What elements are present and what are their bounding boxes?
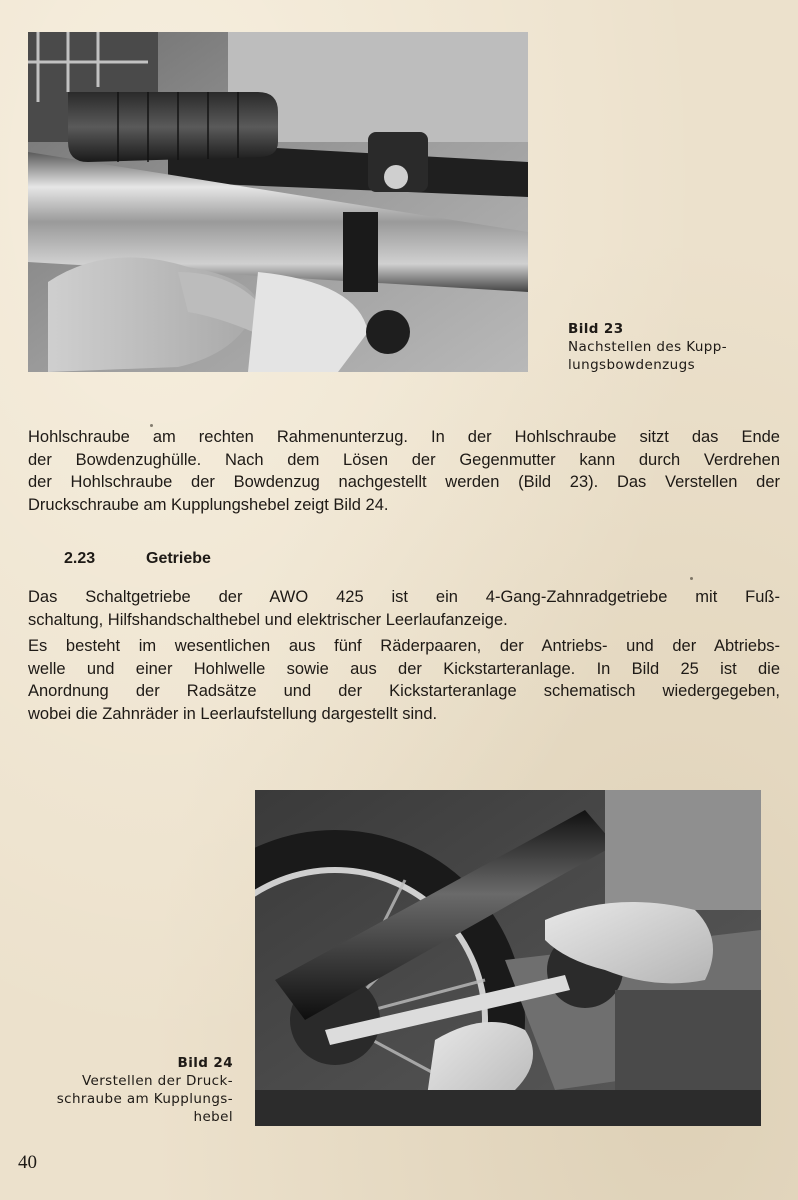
section-heading: [64, 550, 211, 568]
caption-bild-24: [30, 1054, 233, 1126]
text-line: welle und einer Hohlwelle sowie aus der Kickstarteranlage. In Bild 25 ist die: [28, 659, 780, 678]
figure-label: Bild 23: [568, 321, 624, 337]
caption-line: schraube am Kupplungs-: [56, 1091, 233, 1107]
photo-bild-23: [28, 32, 528, 372]
text-line: Druckschraube am Kupplungshebel zeigt Bild 24.: [28, 495, 389, 514]
text-line: der Hohlschraube der Bowdenzug nachgestellt werden (Bild 23). Das Verstellen der: [28, 473, 780, 492]
caption-line: hebel: [193, 1109, 233, 1125]
text-line: wobei die Zahnräder in Leerlaufstellung dargestellt sind.: [28, 704, 438, 723]
figure-label: Bild 24: [177, 1055, 233, 1071]
text-line: der Bowdenzughülle. Nach dem Lösen der Gegenmutter kann durch Verdrehen: [28, 450, 780, 469]
photo-bild-24-image: [255, 790, 761, 1126]
caption-line: Nachstellen des Kupp-: [568, 339, 727, 355]
section-number: 2.23: [64, 550, 96, 567]
text-line: Es besteht im wesentlichen aus fünf Räderpaaren, der Antriebs- und der Abtriebs-: [28, 637, 780, 655]
text-line: schaltung, Hilfshandschalthebel und elektrischer Leerlaufanzeige.: [28, 610, 508, 629]
photo-bild-23-image: [28, 32, 528, 372]
photo-bild-24: [255, 790, 761, 1126]
print-speck: [690, 577, 693, 580]
page-number: 40: [18, 1152, 37, 1173]
print-speck: [150, 424, 153, 427]
caption-line: Verstellen der Druck-: [81, 1073, 233, 1089]
paragraph-bowdenzug: [28, 426, 780, 516]
paragraph-schaltgetriebe: [28, 586, 780, 631]
text-line: Hohlschraube am rechten Rahmenunterzug. In der Hohlschraube sitzt das Ende: [28, 428, 780, 446]
paragraph-raederpaare: [28, 635, 780, 725]
text-line: Das Schaltgetriebe der AWO 425 ist ein 4-Gang-Zahnradgetriebe mit Fuß-: [28, 588, 780, 606]
caption-line: lungsbowdenzugs: [568, 357, 696, 373]
text-line: Anordnung der Radsätze und der Kickstarteranlage schematisch wiedergegeben,: [28, 682, 780, 701]
caption-bild-23: [568, 320, 727, 374]
section-title: Getriebe: [146, 550, 211, 567]
